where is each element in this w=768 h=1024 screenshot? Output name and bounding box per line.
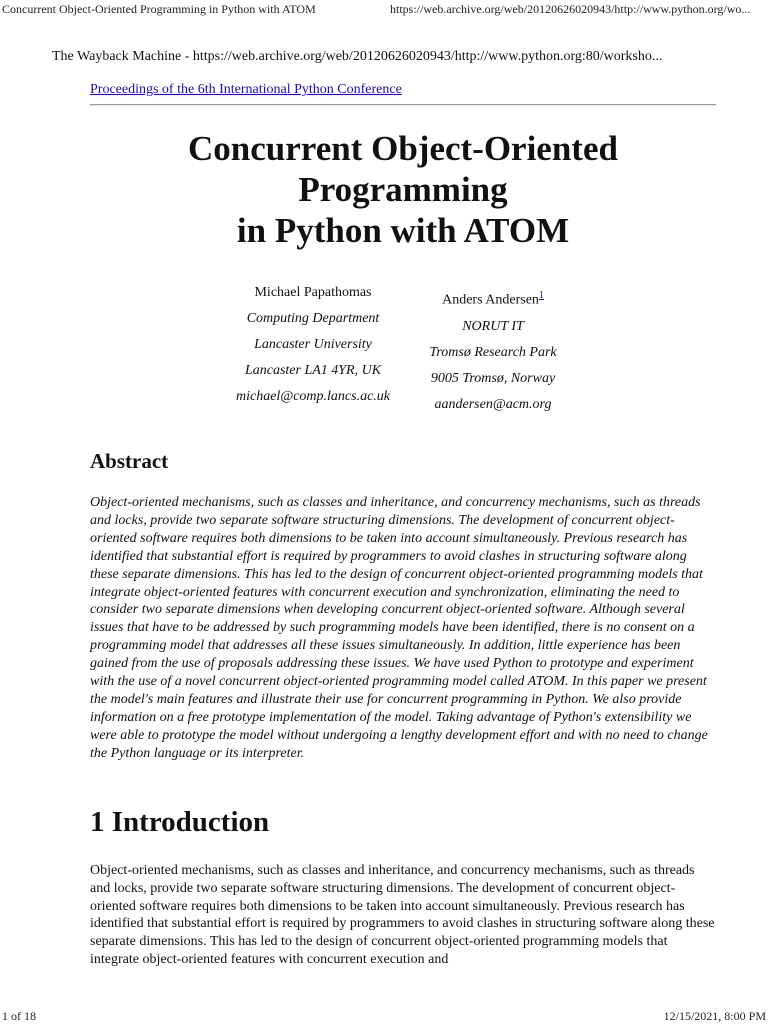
page-title (90, 128, 716, 251)
author-block-papathomas (228, 280, 398, 410)
abstract-heading: Abstract (90, 449, 169, 473)
author-block-andersen (408, 283, 578, 418)
abstract-text: Object-oriented mechanisms, such as classes and inheritance, and concurrency mechanisms, such as threads and locks, provide two separate software structuring dimensions. The development of concurrent object-oriented software requires both dimensions to be taken into account simultaneously. Previous research has identified that substantial effort is required by programmers to avoid clashes in structuring software along these separate dimensions. This has led to the design of concurrent object-oriented programming models that integrate object-oriented features with concurrent execution and synchronization, eliminating the need to consider two separate dimensions when developing concurrent object-oriented software. Although several issues that have to be addressed by such programming models have been identified, there is no consent on a programming model that addresses all these issues simultaneously. In addition, little experience has been gained from the use of proposals addressing these issues. We have used Python to prototype and experiment with the use of a novel concurrent object-oriented programming model called ATOM. In this paper we present the model's main features and illustrate their use for concurrent programming in Python. We also provide information on a free prototype implementation of the model. Taking advantage of Python's extensibility we were able to prototype the model without undergoing a lengthy development effort and with no need to change the Python language or its interpreter. (90, 495, 708, 761)
author-name-text: Anders Andersen (442, 292, 539, 308)
author-org: Tromsø Research Park (429, 344, 557, 360)
introduction-text: Object-oriented mechanisms, such as classes and inheritance, and concurrency mechanisms, such as threads and locks, provide two separate software structuring dimensions. The development of concurrent object-oriented software requires both dimensions to be taken into account simultaneously. Previous research has identified that substantial effort is required by programmers to avoid clashes in structuring software along these separate dimensions. This has led to the design of concurrent object-oriented programming models that integrate object-oriented features with concurrent execution and (90, 863, 715, 967)
author-dept: NORUT IT (462, 318, 524, 334)
horizontal-rule (90, 104, 716, 106)
footnote-link[interactable]: 1 (538, 290, 544, 301)
print-datetime: 12/15/2021, 8:00 PM (663, 1009, 766, 1023)
author-name (408, 283, 578, 314)
print-header-title: Concurrent Object-Oriented Programming in Python with ATOM (2, 2, 316, 16)
title-line-3: in Python with ATOM (236, 211, 570, 250)
author-org: Lancaster University (254, 337, 372, 352)
author-email: aandersen@acm.org (434, 396, 552, 412)
author-dept: Computing Department (246, 311, 380, 326)
wayback-banner: The Wayback Machine - https://web.archive.org/web/20120626020943/http://www.python.org:80/worksho... (52, 49, 663, 64)
print-footer (0, 1008, 768, 1024)
title-line-1: Concurrent Object-Oriented (188, 129, 618, 168)
author-email: michael@comp.lancs.ac.uk (236, 389, 390, 404)
page-number: 1 of 18 (2, 1009, 36, 1023)
author-address: Lancaster LA1 4YR, UK (244, 363, 382, 378)
introduction-heading: 1 Introduction (90, 806, 270, 838)
print-header-url: https://web.archive.org/web/20120626020943/http://www.python.org/wo... (390, 2, 751, 16)
author-name: Michael Papathomas (254, 285, 372, 300)
proceedings-link[interactable]: Proceedings of the 6th International Python Conference (90, 82, 402, 97)
print-header (0, 0, 768, 18)
author-address: 9005 Tromsø, Norway (430, 370, 556, 386)
title-line-2: Programming (298, 170, 508, 209)
